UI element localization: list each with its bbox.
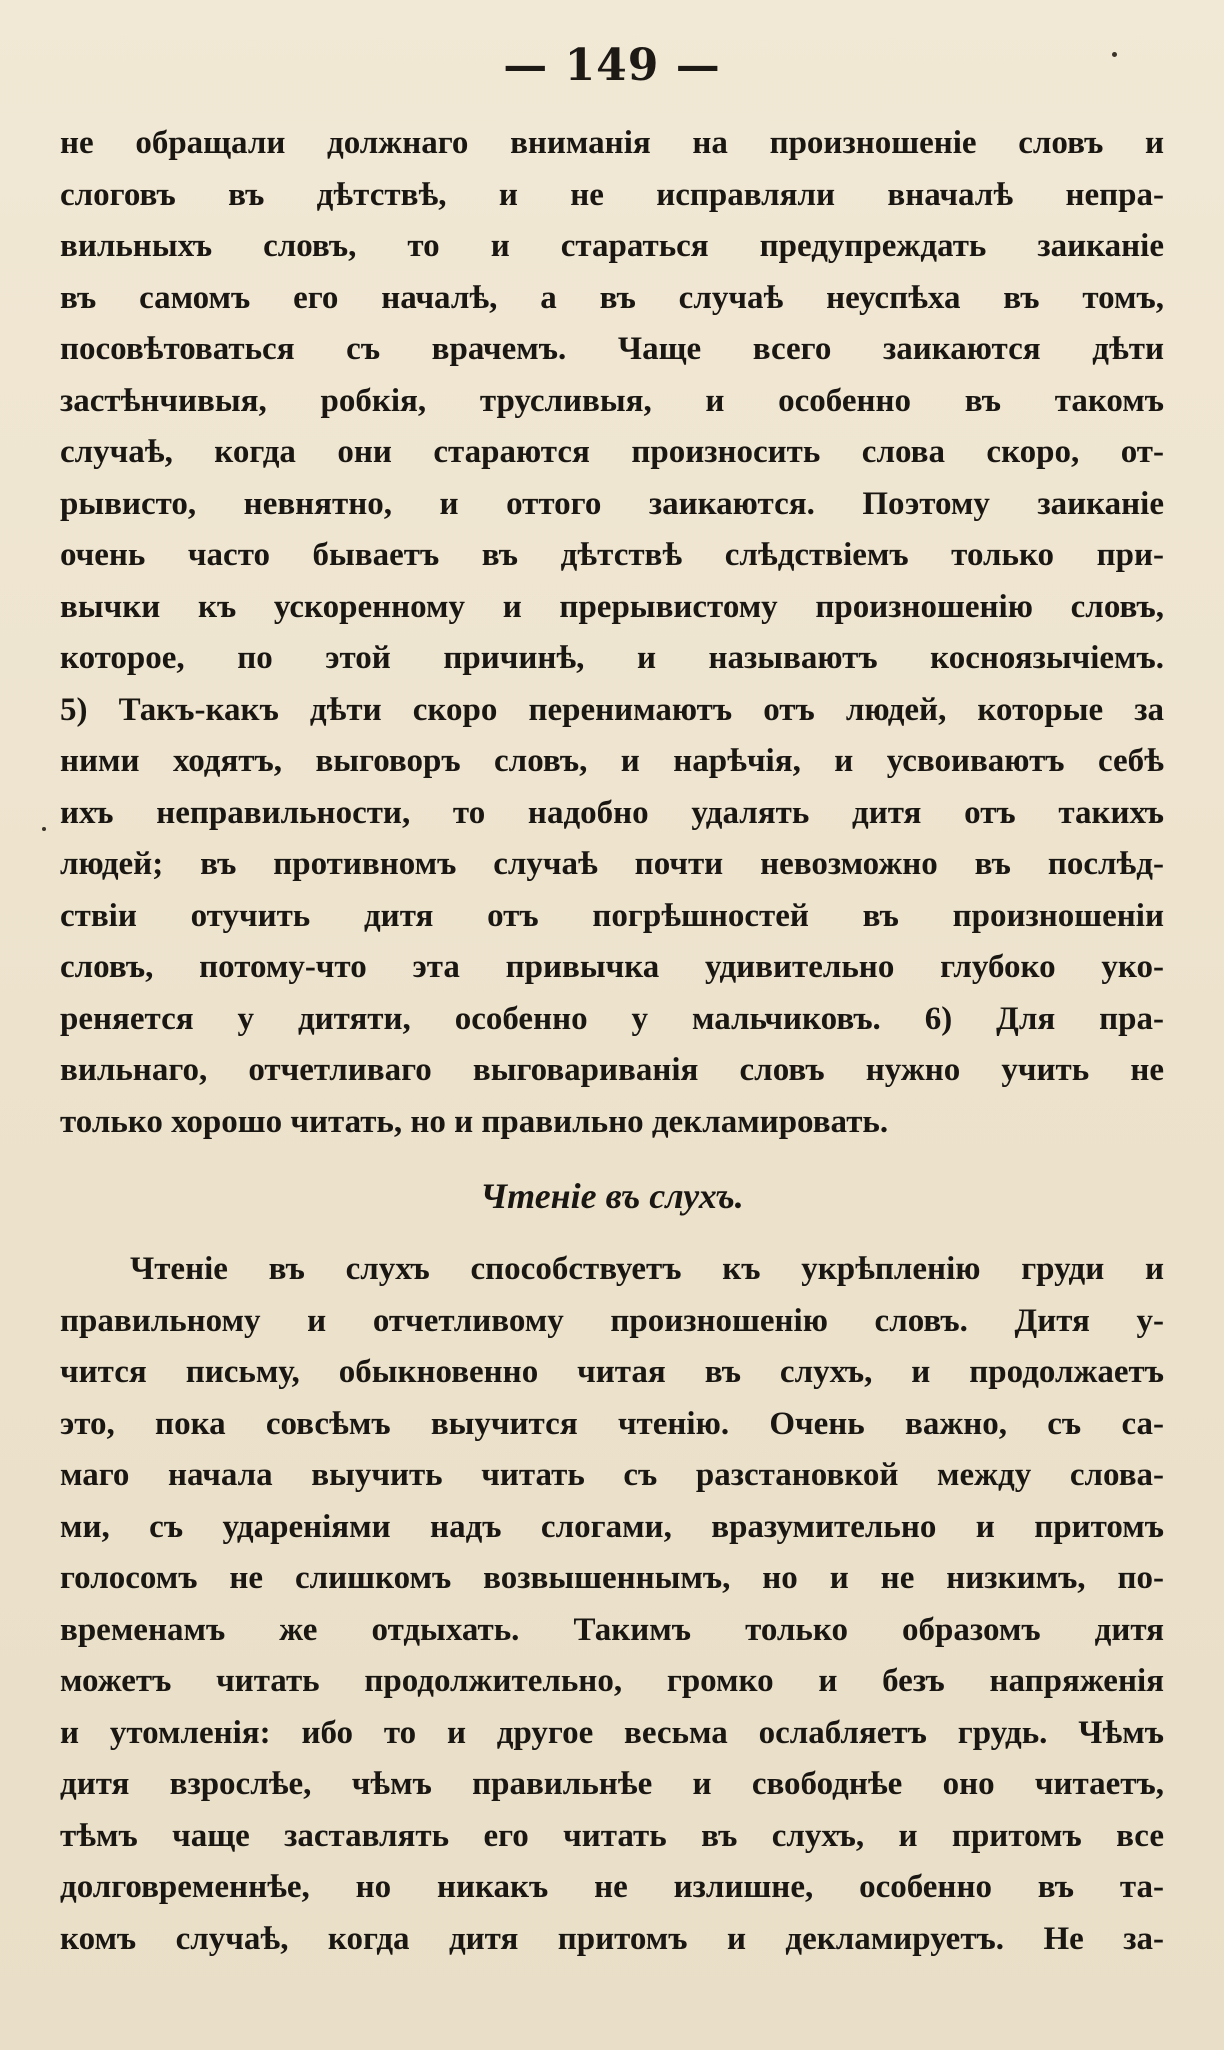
text-line: не обращали должнаго вниманія на произношеніе словъ и	[60, 125, 1164, 161]
ink-speck	[1112, 52, 1117, 57]
text-line: вычки къ ускоренному и прерывистому произношенію словъ,	[60, 588, 1164, 625]
text-line: и утомленія: ибо то и другое весьма ослабляетъ грудь. Чѣмъ	[60, 1714, 1164, 1751]
text-line: вильнаго, отчетливаго выговариванія словъ нужно учить не	[60, 1052, 1164, 1088]
text-line: дитя взрослѣе, чѣмъ правильнѣе и свободнѣе оно читаетъ,	[60, 1766, 1164, 1802]
text-line: слоговъ въ дѣтствѣ, и не исправляли вначалѣ непра-	[60, 176, 1164, 213]
text-line: вильныхъ словъ, то и стараться предупреждать заиканіе	[60, 228, 1164, 264]
section-heading: Чтеніе въ слухъ.	[480, 1176, 744, 1216]
text-line: въ самомъ его началѣ, а въ случаѣ неуспѣха въ томъ,	[60, 279, 1164, 316]
text-line: Чтеніе въ слухъ способствуетъ къ укрѣпленію груди и	[130, 1251, 1164, 1287]
text-line: застѣнчивыя, робкія, трусливыя, и особенно въ такомъ	[60, 382, 1164, 419]
text-line: долговременнѣе, но никакъ не излишне, особенно въ та-	[60, 1869, 1164, 1905]
ink-speck	[42, 827, 46, 831]
page-number: — 149 —	[503, 40, 721, 91]
text-line: ихъ неправильности, то надобно удалять дитя отъ такихъ	[60, 794, 1164, 831]
text-line: случаѣ, когда они стараются произносить слова скоро, от-	[60, 434, 1164, 470]
text-line: это, пока совсѣмъ выучится чтенію. Очень важно, съ са-	[60, 1405, 1164, 1442]
text-line: ми, съ удареніями надъ слогами, вразумительно и притомъ	[60, 1508, 1164, 1545]
text-line: маго начала выучить читать съ разстановкой между слова-	[60, 1457, 1164, 1493]
text-line: которое, по этой причинѣ, и называютъ косноязычіемъ.	[60, 640, 1164, 676]
paragraph-2	[60, 1244, 1164, 1965]
text-line: очень часто бываетъ въ дѣтствѣ слѣдствіемъ только при-	[60, 537, 1164, 573]
text-line: только хорошо читать, но и правильно декламировать.	[60, 1103, 889, 1140]
text-line: людей; въ противномъ случаѣ почти невозможно въ послѣд-	[60, 846, 1164, 882]
text-line: можетъ читать продолжительно, громко и безъ напряженія	[60, 1663, 1164, 1699]
text-line: чится письму, обыкновенно читая въ слухъ, и продолжаетъ	[60, 1354, 1164, 1390]
text-line: посовѣтоваться съ врачемъ. Чаще всего заикаются дѣти	[60, 331, 1164, 367]
paragraph-1	[60, 118, 1164, 1148]
text-line: 5) Такъ-какъ дѣти скоро перенимаютъ отъ людей, которые за	[60, 691, 1164, 728]
text-line: тѣмъ чаще заставлять его читать въ слухъ, и притомъ все	[60, 1817, 1164, 1854]
text-line: комъ случаѣ, когда дитя притомъ и декламируетъ. Не за-	[60, 1920, 1164, 1957]
text-line: правильному и отчетливому произношенію словъ. Дитя у-	[60, 1302, 1164, 1339]
text-line: рывисто, невнятно, и оттого заикаются. Поэтому заиканіе	[60, 485, 1164, 522]
text-line: ствіи отучить дитя отъ погрѣшностей въ произношеніи	[60, 897, 1164, 934]
text-line: голосомъ не слишкомъ возвышеннымъ, но и не низкимъ, по-	[60, 1560, 1164, 1596]
text-line: словъ, потому-что эта привычка удивительно глубоко уко-	[60, 949, 1164, 985]
text-line: временамъ же отдыхать. Такимъ только образомъ дитя	[60, 1611, 1164, 1648]
text-line: ними ходятъ, выговоръ словъ, и нарѣчія, и усвоиваютъ себѣ	[60, 743, 1164, 779]
text-line: реняется у дитяти, особенно у мальчиковъ. 6) Для пра-	[60, 1000, 1164, 1037]
page-body	[60, 118, 1164, 1965]
